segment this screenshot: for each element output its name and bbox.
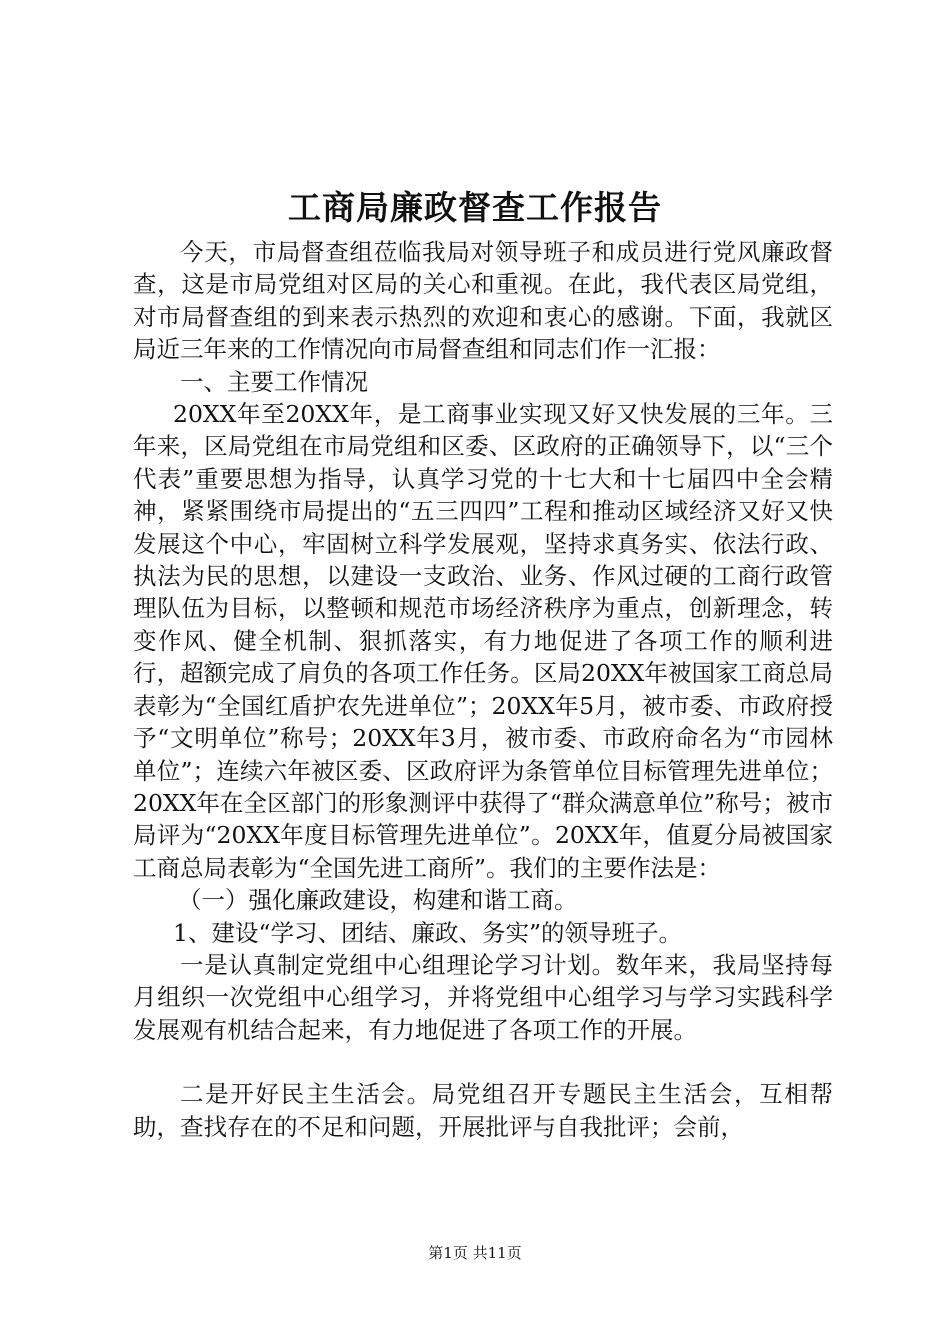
page-footer: 第1页 共11页: [428, 1244, 522, 1262]
paragraph-overview: 20XX年至20XX年，是工商事业实现又好又快发展的三年。三年来，区局党组在市局党组和区委、区政府的正确领导下，以“三个代表”重要思想为指导，认真学习党的十七大和十七届四中全会精神，紧紧围绕市局提出的“五三四四”工程和推动区域经济又好又快发展这个中心，牢固树立科学发展观，坚持求真务实、依法行政、执法为民的思想，以建设一支政治、业务、作风过硬的工商行政管理队伍为目标，以整顿和规范市场经济秩序为重点，创新理念，转变作风、健全机制、狠抓落实，有力地促进了各项工作的顺利进行，超额完成了肩负的各项工作任务。区局20XX年被国家工商总局表彰为“全国红盾护农先进单位”；20XX年5月，被市委、市政府授予“文明单位”称号；20XX年3月，被市委、市政府命名为“市园林单位”；连续六年被区委、区政府评为条管单位目标管理先进单位；20XX年在全区部门的形象测评中获得了“群众满意单位”称号；被市局评为“20XX年度目标管理先进单位”。20XX年，值夏分局被国家工商总局表彰为“全国先进工商所”。我们的主要作法是：: [133, 400, 833, 882]
subsection-heading: （一）强化廉政建设，构建和谐工商。: [178, 886, 578, 915]
paragraph-intro: 今天，市局督查组莅临我局对领导班子和成员进行党风廉政督查，这是市局党组对区局的关心和重视。在此，我代表区局党组，对市局督查组的到来表示热烈的欢迎和衷心的感谢。下面，我就区局近三年来的工作情况向市局督查组和同志们作一汇报：: [133, 238, 833, 364]
paragraph-democratic-life: 二是开好民主生活会。局党组召开专题民主生活会，互相帮助，查找存在的不足和问题，开展批评与自我批评；会前，: [133, 1080, 833, 1141]
document-title: 工商局廉政督查工作报告: [288, 188, 662, 227]
paragraph-gap: [133, 1046, 833, 1078]
section-heading-main-work: 一、主要工作情况: [180, 367, 368, 396]
subsection-item-heading: 1、建设“学习、团结、廉政、务实”的领导班子。: [173, 918, 682, 947]
paragraph-study-plan: 一是认真制定党组中心组理论学习计划。数年来，我局坚持每月组织一次党组中心组学习，并将党组中心组学习与学习实践科学发展观有机结合起来，有力地促进了各项工作的开展。: [133, 950, 833, 1044]
document-body: [133, 236, 833, 1143]
